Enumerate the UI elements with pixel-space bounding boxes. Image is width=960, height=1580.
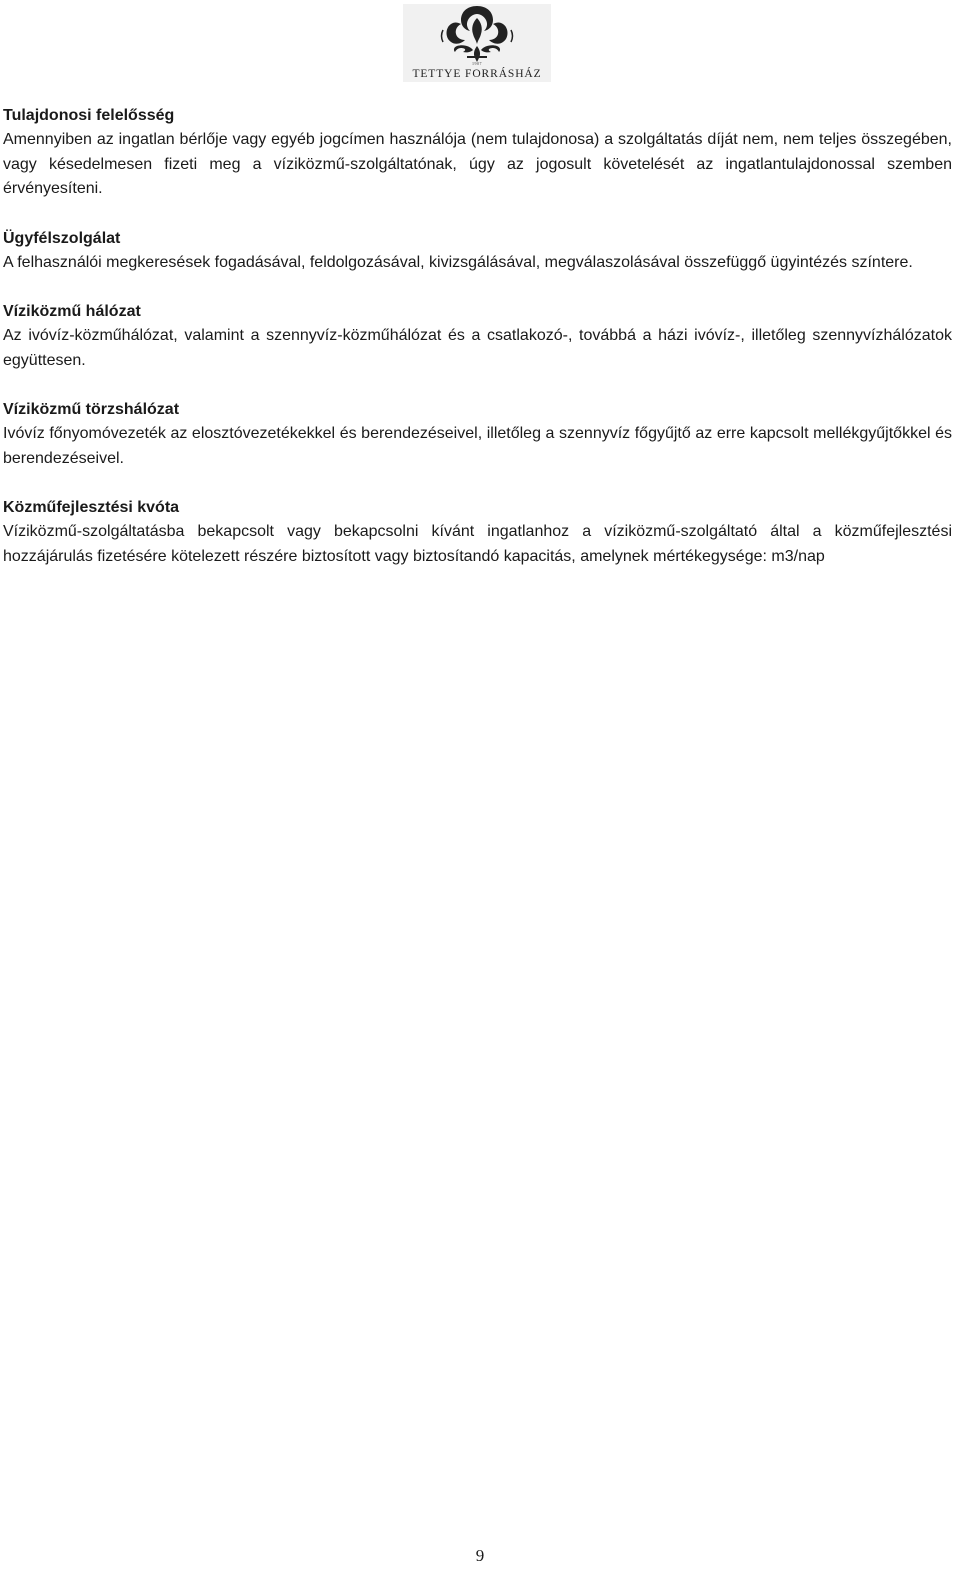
definition-section (3, 496, 952, 569)
section-heading: Közműfejlesztési kvóta (3, 499, 180, 516)
section-heading: Víziközmű hálózat (3, 303, 141, 320)
logo-founding-year: 1907 (472, 61, 482, 66)
definition-section (3, 104, 952, 202)
logo-company-name: TETTYE FORRÁSHÁZ (412, 68, 542, 80)
company-logo (403, 4, 551, 82)
document-body (3, 104, 952, 594)
definition-section (3, 300, 952, 373)
section-heading: Tulajdonosi felelősség (3, 107, 175, 124)
section-heading: Ügyfélszolgálat (3, 229, 121, 247)
page-number: 9 (475, 1546, 485, 1565)
section-text: Ivóvíz főnyomóvezeték az elosztóvezetékekkel és berendezéseivel, illetőleg a szennyvíz főgyűjtő az erre kapcsolt mellékgyűjtőkkel és berendezéseivel. (3, 425, 952, 467)
ornament-emblem-icon (437, 4, 517, 64)
definition-section (3, 398, 952, 471)
definition-section (3, 227, 952, 276)
section-text: Víziközmű-szolgáltatásba bekapcsolt vagy bekapcsolni kívánt ingatlanhoz a víziközmű-szolgáltató által a közműfejlesztési hozzájárulás fizetésére kötelezett részére biztosított vagy biztosítandó kapacitás, amelynek mértékegysége: m3/nap (3, 523, 952, 565)
section-heading: Víziközmű törzshálózat (3, 401, 180, 418)
section-text: A felhasználói megkeresések fogadásával, feldolgozásával, kivizsgálásával, megválaszolásával összefüggő ügyintézés színtere. (3, 253, 913, 271)
section-text: Az ivóvíz-közműhálózat, valamint a szennyvíz-közműhálózat és a csatlakozó-, továbbá a házi ivóvíz-, illetőleg szennyvízhálózatok együttesen. (3, 327, 952, 369)
section-text: Amennyiben az ingatlan bérlője vagy egyéb jogcímen használója (nem tulajdonosa) a szolgáltatás díját nem, nem teljes összegében, vagy késedelmesen fizeti meg a víziközmű-szolgáltatónak, úgy az jogosult követelését az ingatlantulajdonossal szemben érvényesíteni. (3, 131, 952, 197)
